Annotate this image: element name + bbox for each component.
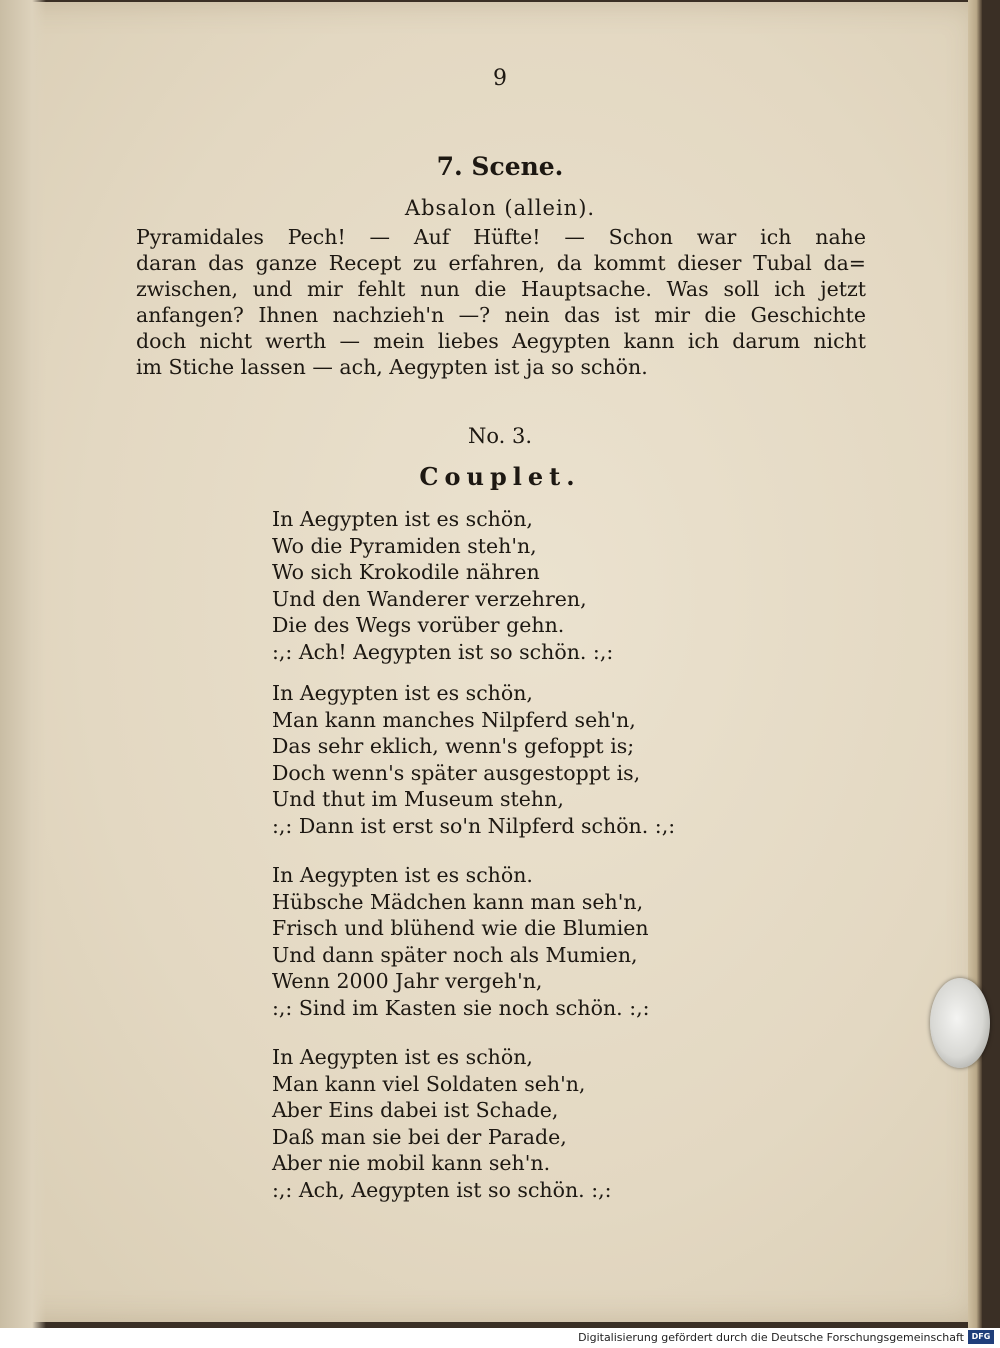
verse-line: Und thut im Museum stehn, — [272, 787, 564, 811]
prose-line: daran das ganze Recept zu erfahren, da kommt dieser Tubal da= — [136, 251, 866, 275]
song-number: No. 3. — [467, 424, 533, 448]
verse-line: :,: Ach! Aegypten ist so schön. :,: — [272, 639, 614, 664]
verse-line: Daß man sie bei der Parade, — [272, 1124, 567, 1149]
prose-line: Pyramidales Pech! — Auf Hüfte! — Schon war ich nahe — [136, 225, 866, 249]
prose-line: anfangen? Ihnen nachzieh'n —? nein das ist mir die Geschichte — [136, 303, 866, 327]
verse-line: :,: Ach, Aegypten ist so schön. :,: — [272, 1177, 612, 1202]
verse-line: Wo sich Krokodile nähren — [272, 560, 540, 584]
prose-line: im Stiche lassen — ach, Aegypten ist ja so schön. — [136, 355, 648, 379]
prose-line: zwischen, und mir fehlt nun die Hauptsache. Was soll ich jetzt — [136, 277, 866, 301]
verse-line: Das sehr eklich, wenn's gefoppt is; — [272, 734, 635, 758]
verse-line: Man kann viel Soldaten seh'n, — [272, 1071, 586, 1096]
speaker-direction: Absalon (allein). — [404, 196, 596, 220]
stanza-3 — [272, 862, 650, 1021]
couplet-title: Couplet. — [419, 462, 581, 491]
digitization-footer — [0, 1328, 1000, 1348]
verse-line: Doch wenn's später ausgestoppt is, — [272, 760, 641, 785]
verse-line: Wenn 2000 Jahr vergeh'n, — [272, 969, 543, 993]
monologue-paragraph — [136, 224, 866, 380]
stanza-4 — [272, 1044, 612, 1203]
verse-line: :,: Dann ist erst so'n Nilpferd schön. :,: — [272, 813, 676, 838]
verse-line: Hübsche Mädchen kann man seh'n, — [272, 889, 644, 914]
page-edge — [968, 0, 982, 1328]
scene-heading: 7. Scene. — [436, 152, 564, 181]
verse-line: In Aegypten ist es schön, — [272, 1045, 533, 1069]
verse-line: Wo die Pyramiden steh'n, — [272, 533, 537, 558]
funding-credit: Digitalisierung gefördert durch die Deutsche Forschungsgemeinschaft — [578, 1331, 964, 1344]
dfg-logo: DFG — [968, 1330, 994, 1344]
verse-line: Die des Wegs vorüber gehn. — [272, 613, 565, 637]
verse-line: Und dann später noch als Mumien, — [272, 942, 638, 967]
verse-line: Und den Wanderer verzehren, — [272, 586, 587, 611]
verse-line: In Aegypten ist es schön, — [272, 681, 533, 705]
prose-line: doch nicht werth — mein liebes Aegypten kann ich darum nicht — [136, 329, 866, 353]
verse-line: In Aegypten ist es schön, — [272, 507, 533, 531]
page-number: 9 — [493, 66, 507, 91]
stanza-2 — [272, 680, 675, 839]
stanza-1 — [272, 506, 613, 665]
verse-line: Aber Eins dabei ist Schade, — [272, 1098, 559, 1122]
verse-line: :,: Sind im Kasten sie noch schön. :,: — [272, 995, 650, 1020]
verse-line: Man kann manches Nilpferd seh'n, — [272, 707, 636, 732]
verse-line: Aber nie mobil kann seh'n. — [272, 1151, 551, 1175]
book-gutter — [0, 0, 46, 1328]
page-clip — [930, 978, 990, 1068]
verse-line: Frisch und blühend wie die Blumien — [272, 916, 649, 940]
verse-line: In Aegypten ist es schön. — [272, 863, 533, 887]
